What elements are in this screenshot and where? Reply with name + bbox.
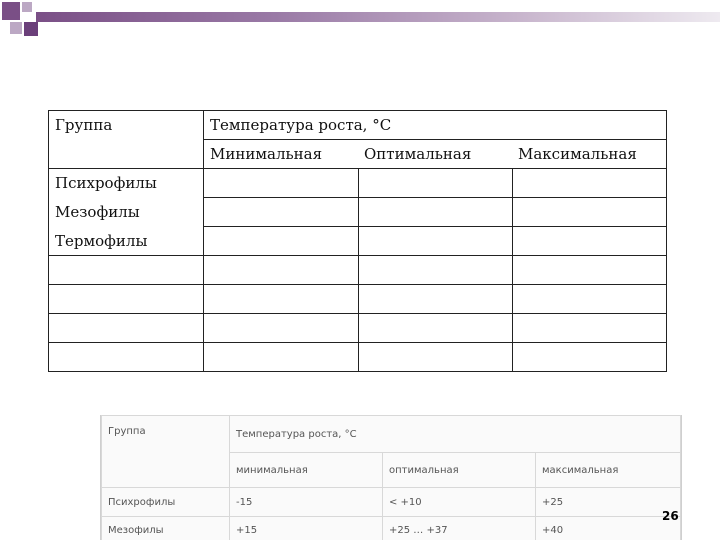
row-min-cell [204,314,359,343]
row-opt-cell [358,285,512,314]
group-header-cell [49,111,204,169]
row-min-cell [204,198,359,227]
row-opt-cell [358,227,512,256]
embedded-subheader-max-cell [536,453,681,488]
decor-square-3 [10,22,22,34]
decor-square-1 [2,2,20,20]
embedded-temp-header-cell [230,416,681,453]
subheader-opt-cell [358,140,512,169]
header-gradient-bar [36,12,720,22]
row-opt-cell [358,198,512,227]
row-min-cell [204,343,359,372]
temp-header-cell [204,111,667,140]
row-max-cell [512,227,667,256]
row-opt-cell [358,256,512,285]
table-header-row [49,111,667,140]
embedded-row-group-cell [102,517,230,540]
embedded-row-group-cell [102,488,230,517]
subheader-max-cell [512,140,667,169]
embedded-subheader-min: минимальная [236,464,308,476]
row-group-label: Мезофилы [55,202,140,221]
embedded-row-max: +25 [542,496,564,508]
row-max-cell [512,198,667,227]
row-group-cell [49,343,204,372]
subheader-min: Минимальная [210,145,323,163]
embedded-row-max-cell [536,488,681,517]
row-opt-cell [358,314,512,343]
row-min-cell [204,169,359,198]
row-group-cell [49,256,204,285]
row-group-label: Термофилы [55,231,148,250]
embedded-temp-header: Температура роста, °С [236,428,357,440]
embedded-row-opt: < +10 [389,496,422,508]
row-group-cell [49,314,204,343]
table-row [49,198,667,227]
subheader-min-cell [204,140,359,169]
embedded-subheader-max: максимальная [542,464,619,476]
row-max-cell [512,169,667,198]
row-group-cell [49,285,204,314]
row-opt-cell [358,169,512,198]
embedded-row-max-cell [536,517,681,540]
group-header: Группа [55,116,113,134]
table-row [49,227,667,256]
subheader-max: Максимальная [518,145,637,163]
row-opt-cell [358,343,512,372]
row-min-cell [204,227,359,256]
decor-square-2 [22,2,32,12]
row-group-cell [49,198,204,227]
table-row [49,314,667,343]
embedded-group-header: Группа [108,426,146,437]
embedded-row-group: Психрофилы [108,496,176,508]
row-min-cell [204,256,359,285]
row-max-cell [512,314,667,343]
embedded-subheader-opt: оптимальная [389,464,459,476]
embedded-subheader-opt-cell [383,453,536,488]
table-row [49,169,667,198]
table-row [102,517,681,540]
table-row [49,285,667,314]
embedded-row-min: -15 [236,496,253,508]
row-max-cell [512,256,667,285]
embedded-group-header-cell [102,416,230,488]
row-group-cell [49,169,204,198]
subheader-opt: Оптимальная [364,145,472,163]
embedded-table [101,415,681,540]
temperature-table [48,110,667,372]
row-min-cell [204,285,359,314]
embedded-header-row [102,416,681,453]
row-group-cell [49,227,204,256]
embedded-row-group: Мезофилы [108,524,164,536]
embedded-row-min-cell [230,488,383,517]
embedded-row-opt: +25 … +37 [389,524,448,536]
decor-square-4 [24,22,38,36]
embedded-row-opt-cell [383,517,536,540]
row-group-label: Психрофилы [55,174,157,192]
embedded-row-max: +40 [542,524,564,536]
embedded-row-min: +15 [236,524,258,536]
page-number: 26 [662,509,679,523]
embedded-row-min-cell [230,517,383,540]
table-row [49,343,667,372]
table-row [49,256,667,285]
embedded-subheader-min-cell [230,453,383,488]
table-row [102,488,681,517]
row-max-cell [512,285,667,314]
row-max-cell [512,343,667,372]
temp-header: Температура роста, °С [210,116,392,134]
embedded-table-image [100,415,682,540]
embedded-row-opt-cell [383,488,536,517]
